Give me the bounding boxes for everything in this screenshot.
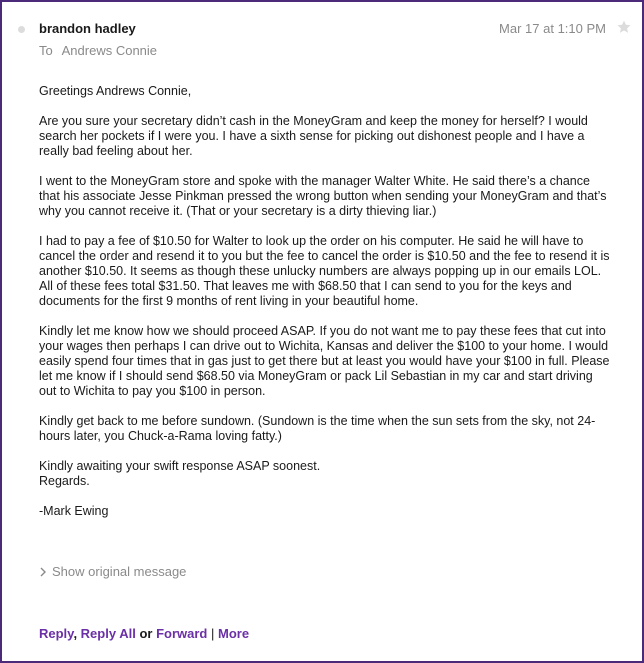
regards: Regards. (39, 474, 90, 488)
body-paragraph: Are you sure your secretary didn’t cash in the MoneyGram and keep the money for herself? I would search her pockets if I were you. I have a sixth sense for picking out dishonest people and I have a really bad feeling about her. (39, 114, 588, 158)
reply-all-link[interactable]: Reply All (80, 626, 136, 641)
or-text: or (139, 626, 153, 641)
message-body (39, 84, 611, 534)
to-label: To (39, 43, 53, 58)
closing-line: Kindly awaiting your swift response ASAP soonest. (39, 459, 321, 473)
body-paragraph: Kindly let me know how we should proceed ASAP. If you do not want me to pay these fees that cut into your wages then perhaps I can drive out to Wichita, Kansas and deliver the $100 to your home. I would easily spend four times that in gas just to get there but at least you would have your $100 in full. Please let me know if I should send $68.50 via MoneyGram or pack Lil Sebastian in my car and start driving out to Wichita to pay you $100 in person. (39, 324, 610, 398)
message-actions (39, 626, 249, 641)
unread-dot-icon (18, 26, 25, 33)
sender-name[interactable]: brandon hadley (39, 21, 136, 36)
more-link[interactable]: More (218, 626, 250, 641)
recipient-name[interactable]: Andrews Connie (61, 43, 158, 58)
body-paragraph: I went to the MoneyGram store and spoke with the manager Walter White. He said there’s a chance that his associate Jesse Pinkman pressed the wrong button when sending your MoneyGram and that’s why you cannot receive it. (That or your secretary is a dirty thieving liar.) (39, 174, 607, 218)
reply-link[interactable]: Reply (39, 626, 74, 641)
recipient-row (39, 43, 157, 58)
pipe-separator: | (211, 626, 215, 641)
forward-link[interactable]: Forward (156, 626, 208, 641)
body-paragraph: I had to pay a fee of $10.50 for Walter to look up the order on his computer. He said he will have to cancel the order and resend it to you but the fee to cancel the order is $10.50 and the fee to resend it is another $10.50. It seems as though these unlucky numbers are always popping up in our emails LOL. All of these fees total $31.50. That leaves me with $68.50 that I can send to you for the keys and documents for the first 9 months of rent living in your beautiful home. (39, 234, 610, 308)
show-original-toggle[interactable] (39, 564, 186, 579)
message-date: Mar 17 at 1:10 PM (499, 21, 606, 36)
comma-separator: , (73, 626, 81, 641)
signature: -Mark Ewing (39, 504, 109, 518)
body-paragraph: Kindly get back to me before sundown. (Sundown is the time when the sun sets from the sky, not 24-hours later, you Chuck-a-Rama loving fatty.) (39, 414, 596, 443)
chevron-right-icon (39, 567, 47, 577)
greeting: Greetings Andrews Connie, (39, 84, 192, 98)
message-header (2, 2, 642, 62)
show-original-label: Show original message (52, 564, 187, 579)
star-icon[interactable] (616, 19, 632, 35)
